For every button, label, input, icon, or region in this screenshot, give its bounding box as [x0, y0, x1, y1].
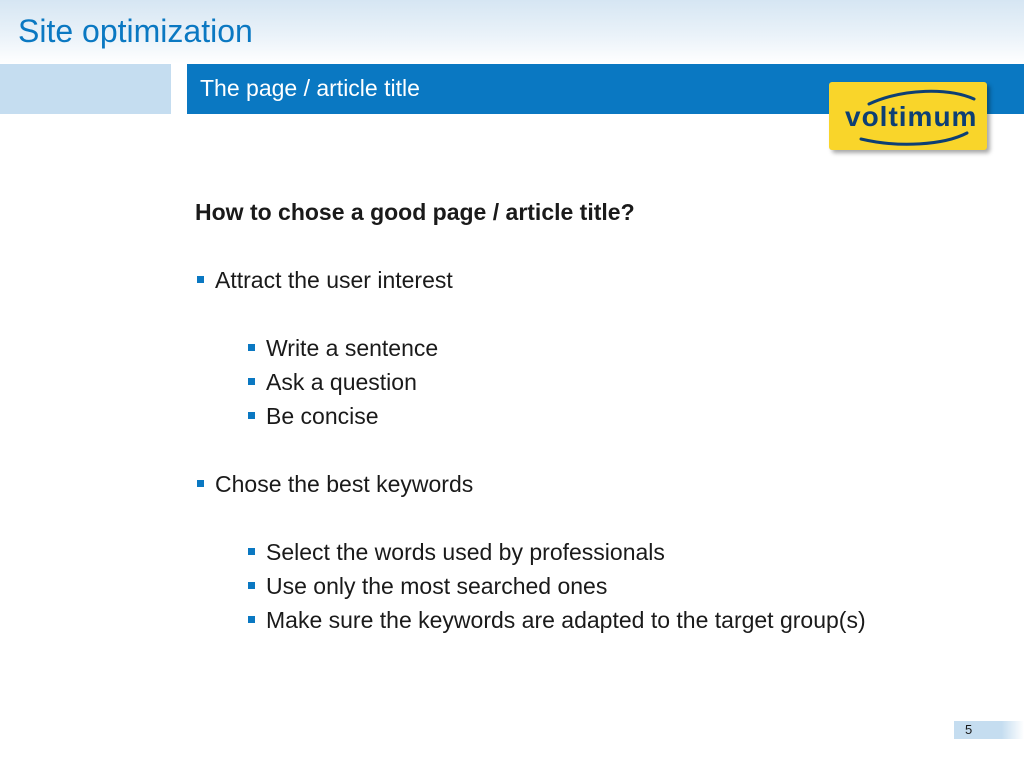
sub-bullet-label: Be concise	[266, 403, 379, 429]
sub-bullet-target-group	[195, 603, 995, 637]
bullet-list	[195, 263, 995, 637]
sub-bullet-label: Select the words used by professionals	[266, 539, 665, 565]
bullet-square-icon	[248, 616, 255, 623]
sub-bullet-label: Write a sentence	[266, 335, 439, 361]
sub-bullet-most-searched	[195, 569, 995, 603]
bullet-square-icon	[248, 378, 255, 385]
header-left-strip	[0, 64, 171, 114]
bullet-square-icon	[248, 582, 255, 589]
bullet-label: Chose the best keywords	[215, 471, 474, 497]
bullet-attract-interest	[195, 263, 995, 297]
bullet-square-icon	[197, 276, 204, 283]
page-number-box	[954, 721, 1024, 739]
sub-bullet-label: Use only the most searched ones	[266, 573, 608, 599]
sub-bullet-ask-question	[195, 365, 995, 399]
bullet-square-icon	[248, 344, 255, 351]
slide-content	[195, 197, 995, 637]
bullet-square-icon	[248, 412, 255, 419]
content-heading: How to chose a good page / article title?	[195, 199, 635, 225]
bullet-label: Attract the user interest	[215, 267, 453, 293]
sub-bullet-be-concise	[195, 399, 995, 433]
sub-bullet-select-words	[195, 535, 995, 569]
slide-title: Site optimization	[18, 13, 253, 49]
bullet-square-icon	[248, 548, 255, 555]
sub-bullet-label: Ask a question	[266, 369, 417, 395]
logo-text: voltimum	[845, 101, 978, 132]
voltimum-logo	[829, 82, 987, 150]
bullet-best-keywords	[195, 467, 995, 501]
sub-bullet-write-sentence	[195, 331, 995, 365]
sub-bullet-label: Make sure the keywords are adapted to the target group(s)	[266, 607, 866, 633]
bullet-square-icon	[197, 480, 204, 487]
page-number: 5	[965, 722, 973, 737]
page-subtitle: The page / article title	[200, 75, 420, 101]
